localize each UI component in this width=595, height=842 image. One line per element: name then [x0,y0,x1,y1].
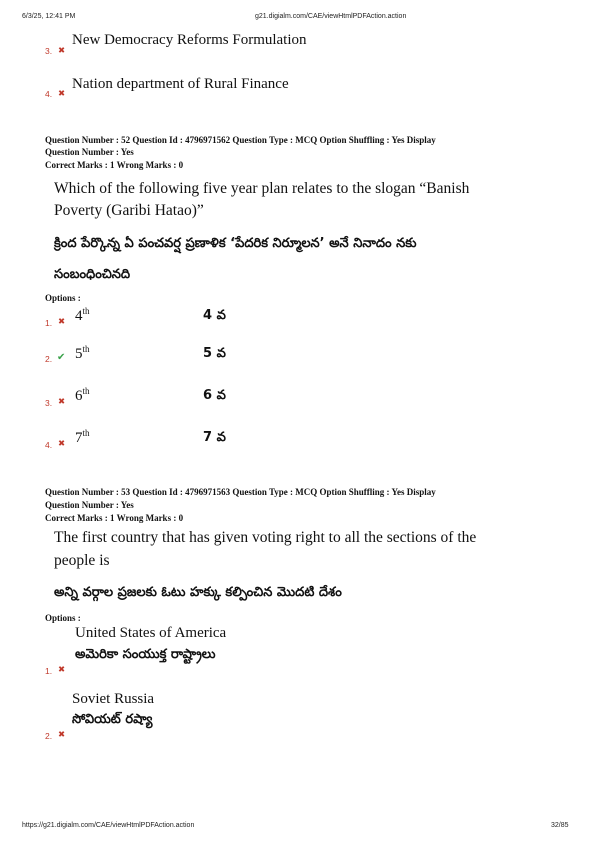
correct-check-icon: ✔ [57,352,66,363]
option-text: United States of America [75,625,227,641]
option-text: 5th [75,344,90,362]
wrong-cross-icon: ✖ [58,397,66,407]
question-meta: Question Number : Yes [45,147,134,157]
option-text-te: 5 వ [203,346,226,361]
question-meta: Question Number : 53 Question Id : 4796971563 Question Type : MCQ Option Shuffling : Yes Display [45,487,436,497]
option-number: 4. [45,440,53,450]
wrong-cross-icon: ✖ [58,439,66,449]
question-text-te: సంబంధించినది [54,267,131,282]
option-number: 1. [45,666,53,676]
options-label: Options : [45,613,81,623]
option-number: 4. [45,89,53,99]
marks-info: Correct Marks : 1 Wrong Marks : 0 [45,160,184,170]
question-meta: Question Number : 52 Question Id : 4796971562 Question Type : MCQ Option Shuffling : Yes Display [45,135,436,145]
option-number: 2. [45,354,53,364]
question-text-te: క్రింద పేర్కొన్న ఏ పంచవర్ష ప్రణాళిక ‘పేదరిక నిర్మూలన’ అనే నినాదం నకు [54,236,417,251]
option-text-te: అమెరికా సంయుక్త రాష్ట్రాలు [75,647,216,662]
option-text: 7th [75,428,90,446]
option-text: Soviet Russia [72,691,155,707]
question-text-te: అన్ని వర్గాల ప్రజలకు ఓటు హక్కు కల్పించిన మొదటి దేశం [54,585,342,600]
option-text: 4th [75,306,90,324]
page-number: 32/85 [551,822,569,829]
option-text-te: 4 వ [203,308,226,323]
wrong-cross-icon: ✖ [58,317,66,327]
wrong-cross-icon: ✖ [58,730,66,740]
print-footer-url: https://g21.digialm.com/CAE/viewHtmlPDFAction.action [22,822,195,829]
wrong-cross-icon: ✖ [58,46,66,56]
print-datetime: 6/3/25, 12:41 PM [22,13,76,20]
wrong-cross-icon: ✖ [58,665,66,675]
question-meta: Question Number : Yes [45,500,134,510]
option-text: New Democracy Reforms Formulation [72,32,307,48]
question-text-en: people is [54,552,110,569]
wrong-cross-icon: ✖ [58,89,66,99]
option-number: 1. [45,318,53,328]
option-text-te: 6 వ [203,388,226,403]
print-header-url: g21.digialm.com/CAE/viewHtmlPDFAction.action [255,13,407,20]
marks-info: Correct Marks : 1 Wrong Marks : 0 [45,513,184,523]
option-text: 6th [75,386,90,404]
option-number: 3. [45,398,53,408]
option-number: 3. [45,46,53,56]
question-text-en: Poverty (Garibi Hatao)” [54,202,204,219]
question-text-en: Which of the following five year plan relates to the slogan “Banish [54,180,470,197]
option-text-te: సోవియట్ రష్యా [72,712,153,727]
options-label: Options : [45,293,81,303]
question-text-en: The first country that has given voting right to all the sections of the [54,529,477,546]
option-number: 2. [45,731,53,741]
option-text: Nation department of Rural Finance [72,76,289,92]
option-text-te: 7 వ [203,430,226,445]
